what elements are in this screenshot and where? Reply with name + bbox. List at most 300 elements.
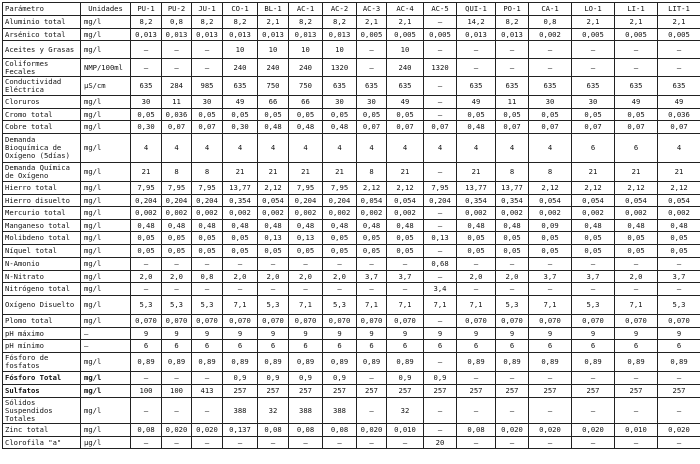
header-site: QUI-1 (457, 3, 496, 16)
value-cell: 3,7 (572, 271, 615, 283)
unit-cell: mg/l (81, 232, 131, 245)
value-cell: – (529, 372, 572, 385)
value-cell: 30 (572, 96, 615, 109)
value-cell: 257 (615, 385, 658, 398)
value-cell: 2,1 (387, 16, 424, 29)
value-cell: 9 (131, 328, 162, 340)
unit-cell: mg/l (81, 121, 131, 134)
parameter-cell: Demanda Bioquímica de Oxígeno (5días) (3, 134, 81, 163)
value-cell: – (162, 258, 192, 271)
value-cell: 0,08 (457, 424, 496, 437)
value-cell: 3,7 (658, 271, 700, 283)
value-cell: – (424, 424, 457, 437)
value-cell: – (572, 398, 615, 424)
value-cell: – (387, 258, 424, 271)
unit-cell: µS/cm (81, 77, 131, 96)
parameter-cell: Molibdeno total (3, 232, 81, 245)
table-row (3, 182, 700, 195)
value-cell: 2,0 (223, 271, 258, 283)
value-cell: 0,48 (258, 121, 289, 134)
header-site: AC-2 (323, 3, 357, 16)
parameter-cell: Manganeso total (3, 220, 81, 232)
value-cell: 0,8 (192, 271, 223, 283)
value-cell: 0,002 (572, 207, 615, 220)
value-cell: 20 (424, 437, 457, 449)
value-cell: 2,0 (131, 271, 162, 283)
value-cell: 635 (323, 77, 357, 96)
value-cell: 0,005 (572, 29, 615, 41)
value-cell: 2,12 (615, 182, 658, 195)
value-cell: 4 (289, 134, 323, 163)
unit-cell: NMP/100ml (81, 59, 131, 77)
value-cell: 0,005 (424, 29, 457, 41)
value-cell: 30 (529, 96, 572, 109)
value-cell: 0,05 (387, 245, 424, 258)
value-cell: 0,8 (162, 16, 192, 29)
value-cell: 6 (192, 340, 223, 353)
value-cell: 0,013 (323, 29, 357, 41)
value-cell: 21 (289, 163, 323, 182)
value-cell: 0,05 (323, 245, 357, 258)
value-cell: – (457, 283, 496, 296)
value-cell: 0,002 (258, 207, 289, 220)
value-cell: 0,05 (323, 232, 357, 245)
value-cell: – (496, 59, 529, 77)
value-cell: 13,77 (223, 182, 258, 195)
value-cell: 30 (323, 96, 357, 109)
value-cell: 0,05 (289, 109, 323, 121)
value-cell: 0,05 (357, 245, 387, 258)
table-row (3, 232, 700, 245)
value-cell: 49 (615, 96, 658, 109)
value-cell: – (529, 398, 572, 424)
value-cell: 635 (529, 77, 572, 96)
value-cell: 635 (572, 77, 615, 96)
value-cell: 0,054 (572, 195, 615, 207)
value-cell: 750 (289, 77, 323, 96)
value-cell: 0,05 (192, 232, 223, 245)
parameter-cell: Hierro disuelto (3, 195, 81, 207)
value-cell: – (572, 41, 615, 59)
value-cell: 0,354 (457, 195, 496, 207)
value-cell: 388 (223, 398, 258, 424)
table-row (3, 296, 700, 315)
value-cell: 0,08 (258, 424, 289, 437)
value-cell: – (615, 59, 658, 77)
unit-cell: mg/l (81, 258, 131, 271)
value-cell: 0,020 (192, 424, 223, 437)
value-cell: – (496, 372, 529, 385)
value-cell: 0,002 (387, 207, 424, 220)
value-cell: 21 (131, 163, 162, 182)
value-cell: 0,89 (357, 353, 387, 372)
value-cell: 30 (357, 96, 387, 109)
value-cell: – (192, 258, 223, 271)
value-cell: 7,1 (387, 296, 424, 315)
value-cell: 49 (457, 96, 496, 109)
value-cell: – (572, 372, 615, 385)
value-cell: 49 (387, 96, 424, 109)
parameter-cell: N-Nitrato (3, 271, 81, 283)
value-cell: 9 (162, 328, 192, 340)
value-cell: – (162, 59, 192, 77)
value-cell: 0,07 (192, 121, 223, 134)
value-cell: – (192, 437, 223, 449)
parameter-cell: Clorofila "a" (3, 437, 81, 449)
value-cell: 0,30 (131, 121, 162, 134)
value-cell: – (457, 398, 496, 424)
value-cell: – (615, 258, 658, 271)
value-cell: 0,054 (258, 195, 289, 207)
value-cell: 0,05 (529, 109, 572, 121)
value-cell: – (131, 258, 162, 271)
value-cell: 0,05 (529, 245, 572, 258)
value-cell: 0,05 (572, 232, 615, 245)
value-cell: – (162, 372, 192, 385)
value-cell: – (223, 437, 258, 449)
value-cell: 3,4 (424, 283, 457, 296)
table-row (3, 372, 700, 385)
table-row (3, 398, 700, 424)
value-cell: – (529, 258, 572, 271)
value-cell: 0,07 (572, 121, 615, 134)
value-cell: – (658, 398, 700, 424)
value-cell: 8 (357, 163, 387, 182)
value-cell: 0,010 (615, 424, 658, 437)
value-cell: 30 (192, 96, 223, 109)
table-row (3, 271, 700, 283)
parameter-cell: Demanda Química de Oxígeno (3, 163, 81, 182)
value-cell: 3,7 (529, 271, 572, 283)
value-cell: 0,013 (496, 29, 529, 41)
value-cell: 2,12 (529, 182, 572, 195)
value-cell: 0,137 (223, 424, 258, 437)
value-cell: 0,054 (529, 195, 572, 207)
value-cell: 0,05 (162, 232, 192, 245)
value-cell: – (323, 437, 357, 449)
value-cell: 240 (258, 59, 289, 77)
table-row (3, 96, 700, 109)
value-cell: – (162, 41, 192, 59)
value-cell: 0,05 (457, 245, 496, 258)
table-row (3, 245, 700, 258)
parameter-cell: Plomo total (3, 315, 81, 328)
value-cell: 0,002 (357, 207, 387, 220)
value-cell: 7,95 (323, 182, 357, 195)
table-row (3, 77, 700, 96)
value-cell: – (457, 372, 496, 385)
value-cell: 0,013 (162, 29, 192, 41)
value-cell: 0,070 (289, 315, 323, 328)
value-cell: 0,48 (289, 121, 323, 134)
value-cell: 0,89 (323, 353, 357, 372)
value-cell: – (162, 398, 192, 424)
table-row (3, 437, 700, 449)
value-cell: 0,020 (357, 424, 387, 437)
header-units: Unidades (81, 3, 131, 16)
table-body (3, 16, 700, 449)
header-site: BL-1 (258, 3, 289, 16)
value-cell: – (192, 372, 223, 385)
value-cell: 0,05 (289, 245, 323, 258)
value-cell: 0,07 (658, 121, 700, 134)
value-cell: 4 (424, 134, 457, 163)
value-cell: – (457, 437, 496, 449)
value-cell: 4 (323, 134, 357, 163)
value-cell: – (192, 41, 223, 59)
value-cell: 14,2 (457, 16, 496, 29)
value-cell: 0,48 (572, 220, 615, 232)
table-row (3, 207, 700, 220)
value-cell: – (223, 283, 258, 296)
value-cell: 6 (289, 340, 323, 353)
value-cell: – (615, 372, 658, 385)
value-cell: 7,1 (223, 296, 258, 315)
value-cell: 9 (192, 328, 223, 340)
value-cell: 7,95 (131, 182, 162, 195)
value-cell: 240 (223, 59, 258, 77)
value-cell: 0,002 (223, 207, 258, 220)
unit-cell: mg/l (81, 220, 131, 232)
value-cell: 6 (615, 134, 658, 163)
value-cell: – (529, 283, 572, 296)
value-cell: 6 (529, 340, 572, 353)
value-cell: 0,89 (615, 353, 658, 372)
value-cell: – (424, 271, 457, 283)
value-cell: – (496, 41, 529, 59)
unit-cell: mg/l (81, 245, 131, 258)
value-cell: 0,013 (258, 29, 289, 41)
value-cell: 2,1 (615, 16, 658, 29)
value-cell: 8,2 (323, 16, 357, 29)
value-cell: – (615, 41, 658, 59)
value-cell: 6 (387, 340, 424, 353)
value-cell: 7,1 (615, 296, 658, 315)
table-row (3, 424, 700, 437)
value-cell: – (424, 245, 457, 258)
value-cell: 4 (529, 134, 572, 163)
value-cell: 0,05 (457, 109, 496, 121)
value-cell: 635 (615, 77, 658, 96)
value-cell: 0,07 (615, 121, 658, 134)
value-cell: 0,07 (496, 121, 529, 134)
value-cell: 8,2 (289, 16, 323, 29)
value-cell: 0,9 (289, 372, 323, 385)
value-cell: 13,77 (457, 182, 496, 195)
unit-cell: – (81, 328, 131, 340)
value-cell: 0,89 (658, 353, 700, 372)
header-parameter: Parámetro (3, 3, 81, 16)
table-header (3, 3, 700, 16)
value-cell: – (457, 258, 496, 271)
value-cell: – (162, 283, 192, 296)
parameter-cell: Oxígeno Disuelto (3, 296, 81, 315)
value-cell: 0,002 (496, 207, 529, 220)
value-cell: 240 (289, 59, 323, 77)
value-cell: 0,08 (323, 424, 357, 437)
value-cell: 257 (424, 385, 457, 398)
value-cell: 5,3 (258, 296, 289, 315)
value-cell: 66 (258, 96, 289, 109)
value-cell: 0,48 (615, 220, 658, 232)
value-cell: – (424, 96, 457, 109)
value-cell: – (424, 163, 457, 182)
value-cell: 0,9 (387, 372, 424, 385)
value-cell: 0,05 (658, 245, 700, 258)
header-site: PO-1 (496, 3, 529, 16)
value-cell: 257 (496, 385, 529, 398)
value-cell: 4 (162, 134, 192, 163)
value-cell: 1320 (323, 59, 357, 77)
unit-cell: mg/l (81, 195, 131, 207)
value-cell: 6 (658, 340, 700, 353)
value-cell: – (323, 283, 357, 296)
value-cell: 0,8 (529, 16, 572, 29)
value-cell: – (323, 258, 357, 271)
unit-cell: mg/l (81, 315, 131, 328)
value-cell: 0,09 (529, 220, 572, 232)
value-cell: – (529, 41, 572, 59)
value-cell: 0,070 (323, 315, 357, 328)
value-cell: 0,89 (162, 353, 192, 372)
unit-cell: mg/l (81, 109, 131, 121)
value-cell: 13,77 (496, 182, 529, 195)
value-cell: 0,9 (258, 372, 289, 385)
value-cell: 257 (658, 385, 700, 398)
value-cell: 257 (258, 385, 289, 398)
value-cell: 0,05 (223, 109, 258, 121)
value-cell: – (658, 437, 700, 449)
value-cell: 0,013 (457, 29, 496, 41)
value-cell: 4 (387, 134, 424, 163)
value-cell: 0,48 (223, 220, 258, 232)
parameters-table (2, 2, 700, 449)
unit-cell: mg/l (81, 385, 131, 398)
value-cell: 21 (658, 163, 700, 182)
value-cell: 0,08 (131, 424, 162, 437)
value-cell: 635 (387, 77, 424, 96)
value-cell: 413 (192, 385, 223, 398)
parameter-cell: Mercurio total (3, 207, 81, 220)
value-cell: 2,12 (572, 182, 615, 195)
unit-cell: mg/l (81, 134, 131, 163)
value-cell: – (424, 398, 457, 424)
value-cell: 10 (387, 41, 424, 59)
value-cell: 0,070 (162, 315, 192, 328)
value-cell: – (572, 437, 615, 449)
value-cell: 0,05 (223, 245, 258, 258)
value-cell: 21 (387, 163, 424, 182)
value-cell: 2,0 (496, 271, 529, 283)
table-row (3, 16, 700, 29)
value-cell: 0,002 (289, 207, 323, 220)
value-cell: 5,3 (131, 296, 162, 315)
value-cell: 8,2 (496, 16, 529, 29)
value-cell: – (387, 437, 424, 449)
table-row (3, 41, 700, 59)
value-cell: – (289, 437, 323, 449)
header-site: AC-4 (387, 3, 424, 16)
value-cell: – (289, 258, 323, 271)
value-cell: 9 (529, 328, 572, 340)
value-cell: 0,020 (162, 424, 192, 437)
value-cell: 0,05 (162, 245, 192, 258)
value-cell: 240 (387, 59, 424, 77)
value-cell: 4 (357, 134, 387, 163)
header-site: PU-1 (131, 3, 162, 16)
value-cell: 0,89 (572, 353, 615, 372)
value-cell: – (357, 398, 387, 424)
value-cell: 5,3 (496, 296, 529, 315)
value-cell: 7,95 (162, 182, 192, 195)
value-cell: 0,013 (192, 29, 223, 41)
value-cell: 0,48 (162, 220, 192, 232)
parameter-cell: Níquel total (3, 245, 81, 258)
unit-cell: mg/l (81, 41, 131, 59)
unit-cell: mg/l (81, 182, 131, 195)
value-cell: 5,3 (658, 296, 700, 315)
value-cell: 4 (658, 134, 700, 163)
value-cell: 0,89 (387, 353, 424, 372)
value-cell: – (529, 59, 572, 77)
table-row (3, 353, 700, 372)
value-cell: 8 (192, 163, 223, 182)
value-cell: 0,070 (192, 315, 223, 328)
value-cell: 9 (357, 328, 387, 340)
value-cell: 9 (496, 328, 529, 340)
value-cell: 0,013 (223, 29, 258, 41)
table-row (3, 315, 700, 328)
value-cell: 0,204 (323, 195, 357, 207)
unit-cell: mg/l (81, 424, 131, 437)
table-row (3, 283, 700, 296)
unit-cell: mg/l (81, 283, 131, 296)
table-row (3, 29, 700, 41)
value-cell: 0,68 (424, 258, 457, 271)
table-row (3, 340, 700, 353)
value-cell: 0,020 (658, 424, 700, 437)
value-cell: 0,010 (387, 424, 424, 437)
value-cell: 0,05 (357, 109, 387, 121)
value-cell: 6 (131, 340, 162, 353)
header-site: CA-1 (529, 3, 572, 16)
value-cell: 21 (258, 163, 289, 182)
value-cell: 0,054 (357, 195, 387, 207)
value-cell: 6 (258, 340, 289, 353)
value-cell: 9 (615, 328, 658, 340)
value-cell: – (496, 437, 529, 449)
value-cell: 0,05 (131, 232, 162, 245)
header-site: PU-2 (162, 3, 192, 16)
value-cell: 0,48 (387, 220, 424, 232)
table-row (3, 134, 700, 163)
value-cell: 9 (289, 328, 323, 340)
value-cell: 66 (289, 96, 323, 109)
header-site: AC-5 (424, 3, 457, 16)
value-cell: 2,1 (258, 16, 289, 29)
value-cell: 0,05 (615, 245, 658, 258)
value-cell: 3,7 (357, 271, 387, 283)
value-cell: 0,070 (357, 315, 387, 328)
unit-cell: mg/l (81, 29, 131, 41)
value-cell: – (131, 372, 162, 385)
page (2, 2, 698, 449)
value-cell: – (192, 398, 223, 424)
value-cell: 2,0 (162, 271, 192, 283)
value-cell: 2,0 (289, 271, 323, 283)
unit-cell: mg/l (81, 296, 131, 315)
value-cell: 0,002 (658, 207, 700, 220)
